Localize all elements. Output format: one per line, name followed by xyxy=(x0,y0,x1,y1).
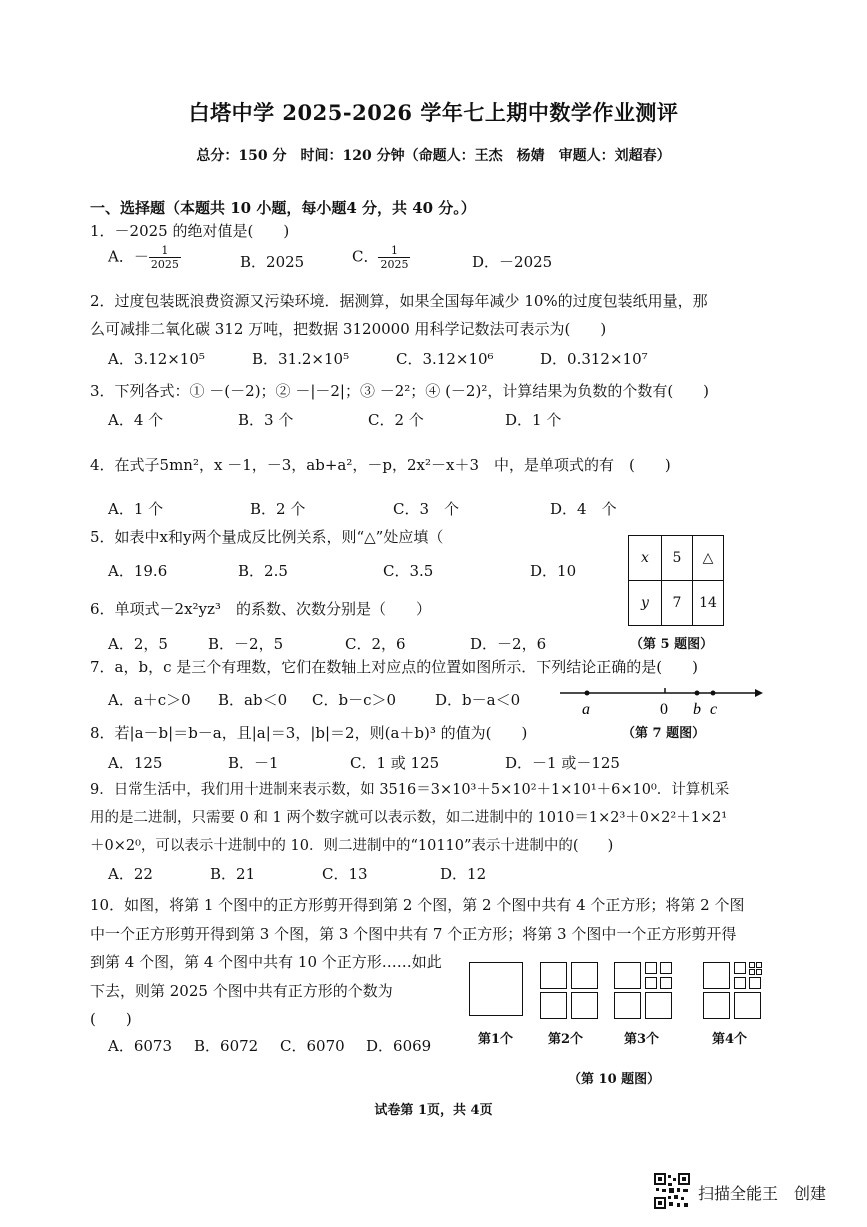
section-heading: 一、选择题（本题共 10 小题，每小题4 分，共 40 分。） xyxy=(90,199,476,217)
question-2-line2: 么可减排二氧化碳 312 万吨，把数据 3120000 用科学记数法可表示为( ) xyxy=(90,320,607,338)
figure-4-tiny-square xyxy=(756,962,762,968)
question-1-stem: 1．－2025 的绝对值是( ) xyxy=(90,222,290,240)
figure-3-square xyxy=(614,992,641,1019)
question-4-option-c: C．3 个 xyxy=(393,500,460,518)
question-2-option-c: C．3.12×10⁶ xyxy=(396,350,494,368)
question-9-option-a: A．22 xyxy=(108,865,153,883)
question-10-line5: ( ) xyxy=(90,1010,132,1028)
question-10-figure-caption: （第 10 题图） xyxy=(568,1072,661,1087)
figure-2-square xyxy=(540,962,567,989)
question-1-option-b: B．2025 xyxy=(240,253,305,271)
question-3-option-b: B．3 个 xyxy=(238,411,294,429)
question-1-option-a: A．－ $\frac{1}{2025}$ xyxy=(108,244,179,271)
point-b-label: b xyxy=(693,701,701,718)
page-title: 白塔中学 2025-2026 学年七上期中数学作业测评 xyxy=(188,100,679,125)
question-7-option-b: B．ab＜0 xyxy=(218,691,288,709)
table-cell: y xyxy=(629,581,662,626)
question-5-table xyxy=(628,535,724,626)
figure-4-small-square xyxy=(734,977,746,989)
question-10-line3: 到第 4 个图，第 4 个图中共有 10 个正方形……如此 xyxy=(90,953,442,971)
point-c-marker xyxy=(711,691,716,696)
figure-4-square xyxy=(703,992,730,1019)
question-9-option-c: C．13 xyxy=(322,865,368,883)
question-10-option-a: A．6073 xyxy=(108,1037,173,1055)
question-8-option-c: C．1 或 125 xyxy=(350,754,440,772)
figure-4-tiny-square xyxy=(749,969,755,975)
question-7-stem: 7．a，b，c 是三个有理数，它们在数轴上对应点的位置如图所示．下列结论正确的是( ) xyxy=(90,658,698,676)
arrow-head-icon xyxy=(755,689,763,697)
question-9-line3: ＋0×2⁰，可以表示十进制中的 10．则二进制中的“10110”表示十进制中的( ) xyxy=(90,838,614,854)
question-10-line4: 下去，则第 2025 个图中共有正方形的个数为 xyxy=(90,982,393,1000)
question-6-stem: 6．单项式－2x²yz³ 的系数、次数分别是（ ） xyxy=(90,600,431,618)
figure-4-tiny-square xyxy=(749,962,755,968)
figure-3-small-square xyxy=(660,977,672,989)
table-cell: 7 xyxy=(662,581,693,626)
figure-2-label: 第2个 xyxy=(548,1032,584,1047)
question-10-line2: 中一个正方形剪开得到第 3 个图，第 3 个图中共有 7 个正方形；将第 3 个图中一个正方形剪开得 xyxy=(90,925,737,943)
question-3-stem: 3．下列各式：① －(－2)；② －|－2|；③ －2²；④ (－2)²，计算结果为负数的个数有( ) xyxy=(90,382,710,400)
question-6-option-c: C．2，6 xyxy=(345,635,406,653)
figure-3-square xyxy=(614,962,641,989)
question-4-option-a: A．1 个 xyxy=(108,500,164,518)
question-7-option-a: A．a＋c＞0 xyxy=(108,691,191,709)
figure-3-small-square xyxy=(660,962,672,974)
figure-2-square xyxy=(571,992,598,1019)
question-5-option-d: D．10 xyxy=(530,562,577,580)
question-9-option-d: D．12 xyxy=(440,865,487,883)
point-a-label: a xyxy=(582,701,590,718)
table-row xyxy=(629,581,724,626)
question-1-option-c: C． $\frac{1}{2025}$ xyxy=(352,244,409,271)
figure-3-small-square xyxy=(645,977,657,989)
question-8-option-b: B．－1 xyxy=(228,754,279,772)
question-8-stem: 8．若|a－b|＝b－a，且|a|＝3，|b|＝2，则(a＋b)³ 的值为( ) xyxy=(90,724,528,742)
page-footer: 试卷第 1页，共 4页 xyxy=(374,1103,493,1118)
table-row xyxy=(629,536,724,581)
figure-3-square xyxy=(645,992,672,1019)
question-3-option-a: A．4 个 xyxy=(108,411,164,429)
point-b-marker xyxy=(695,691,700,696)
question-5-stem: 5．如表中x和y两个量成反比例关系，则“△”处应填（ xyxy=(90,528,444,546)
question-5-option-c: C．3.5 xyxy=(383,562,434,580)
question-4-stem: 4．在式子5mn²，x －1，－3，ab+a²，－p，2x²－x＋3 中，是单项式的有 ( ) xyxy=(90,456,671,474)
figure-4-square xyxy=(734,992,761,1019)
origin-label: 0 xyxy=(660,701,668,718)
question-8-option-d: D．－1 或－125 xyxy=(505,754,620,772)
figure-3-label: 第3个 xyxy=(624,1032,660,1047)
question-2-option-a: A．3.12×10⁵ xyxy=(108,350,205,368)
figure-4-small-square xyxy=(734,962,746,974)
qr-code-icon xyxy=(654,1173,690,1209)
figure-2-square xyxy=(571,962,598,989)
question-6-option-b: B．－2，5 xyxy=(208,635,284,653)
table-cell: 5 xyxy=(662,536,693,581)
point-c-label: c xyxy=(710,701,718,718)
question-2-option-d: D．0.312×10⁷ xyxy=(540,350,648,368)
question-3-option-c: C．2 个 xyxy=(368,411,424,429)
figure-4-small-square xyxy=(749,977,761,989)
point-a-marker xyxy=(585,691,590,696)
table-cell: x xyxy=(629,536,662,581)
question-2-option-b: B．31.2×10⁵ xyxy=(252,350,350,368)
question-5-figure-caption: （第 5 题图） xyxy=(630,637,714,652)
question-10-line1: 10．如图，将第 1 个图中的正方形剪开得到第 2 个图，第 2 个图中共有 4 个正方形；将第 2 个图 xyxy=(90,896,745,914)
number-line-figure xyxy=(555,680,770,720)
table-cell: △ xyxy=(693,536,724,581)
question-7-option-c: C．b－c＞0 xyxy=(312,691,397,709)
question-2-line1: 2．过度包装既浪费资源又污染环境．据测算，如果全国每年减少 10%的过度包装纸用量，那 xyxy=(90,292,708,310)
figure-4-square xyxy=(703,962,730,989)
question-9-line2: 用的是二进制，只需要 0 和 1 两个数字就可以表示数，如二进制中的 1010＝1×2³＋0×2²＋1×2¹ xyxy=(90,810,728,826)
question-6-option-d: D．－2，6 xyxy=(470,635,547,653)
question-3-option-d: D．1 个 xyxy=(505,411,562,429)
exam-info: 总分：150 分 时间：120 分钟（命题人：王杰 杨婧 审题人：刘超春） xyxy=(196,148,671,164)
figure-4-label: 第4个 xyxy=(712,1032,748,1047)
question-10-option-b: B．6072 xyxy=(194,1037,259,1055)
question-5-option-b: B．2.5 xyxy=(238,562,288,580)
figure-1-label: 第1个 xyxy=(478,1032,514,1047)
question-4-option-d: D．4 个 xyxy=(550,500,617,518)
question-8-option-a: A．125 xyxy=(108,754,163,772)
question-4-option-b: B．2 个 xyxy=(250,500,306,518)
question-10-option-d: D．6069 xyxy=(366,1037,432,1055)
scanner-watermark: 扫描全能王 创建 xyxy=(698,1184,827,1203)
figure-1-square xyxy=(469,962,523,1016)
question-7-figure-caption: （第 7 题图） xyxy=(622,726,706,741)
question-7-option-d: D．b－a＜0 xyxy=(435,691,521,709)
question-9-line1: 9．日常生活中，我们用十进制来表示数，如 3516＝3×10³＋5×10²＋1×10¹＋6×10⁰．计算机采 xyxy=(90,782,730,798)
figure-3-small-square xyxy=(645,962,657,974)
question-10-option-c: C．6070 xyxy=(280,1037,345,1055)
figure-2-square xyxy=(540,992,567,1019)
question-9-option-b: B．21 xyxy=(210,865,256,883)
figure-4-tiny-square xyxy=(756,969,762,975)
question-1-option-d: D．－2025 xyxy=(472,253,553,271)
table-cell: 14 xyxy=(693,581,724,626)
question-5-option-a: A．19.6 xyxy=(108,562,168,580)
question-6-option-a: A．2，5 xyxy=(108,635,168,653)
